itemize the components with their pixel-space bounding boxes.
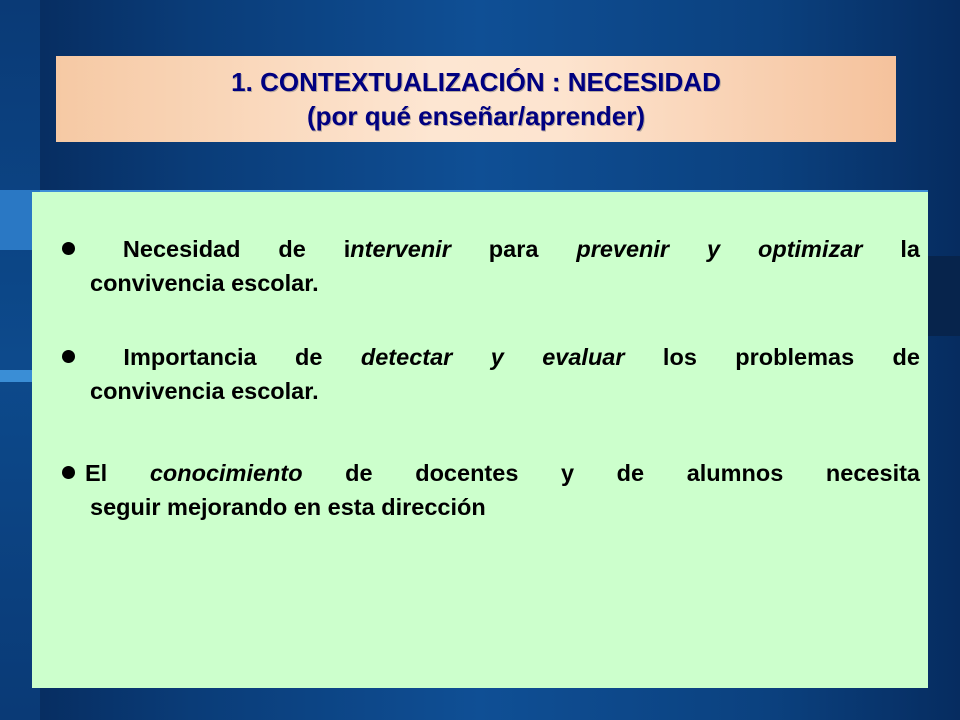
bullet-2-line-1 [62,340,920,374]
bullet-dot-icon [62,466,75,479]
decor-right-block [928,256,960,336]
bullet-1-text-a: Necesidad de i [122,236,351,262]
title-line-2: (por qué enseñar/aprender) [306,101,646,131]
bullet-2-text-a: Importancia de [123,344,361,370]
bullet-3-text-a: El [85,460,150,486]
bullet-2-text-italic: detectar y evaluar [360,344,625,370]
bullet-1-line-2: convivencia escolar. [90,270,319,296]
bullet-item-2 [62,340,920,408]
bullet-3-line-1 [62,456,920,490]
bullet-1-text-italic-2: prevenir y optimizar [576,236,863,262]
bullet-3-text-italic: conocimiento [149,460,303,486]
content-box [32,192,928,688]
bullet-dot-icon [62,350,75,363]
bullet-1-text-c: para [450,236,577,262]
bullet-1-text-e: la [862,236,920,262]
bullet-2-text-c: los problemas de [624,344,920,370]
title-box [56,56,896,142]
bullet-1-line-1 [62,232,920,266]
title-line-1: 1. CONTEXTUALIZACIÓN : NECESIDAD [231,67,721,97]
bullet-1-text-italic-1: ntervenir [350,236,451,262]
bullet-3-text-c: de docentes y de alumnos necesita [302,460,920,486]
bullet-item-3 [62,456,920,524]
bullet-dot-icon [62,242,75,255]
bullet-2-line-2: convivencia escolar. [90,378,319,404]
bullet-3-line-2: seguir mejorando en esta dirección [90,494,486,520]
bullet-item-1 [62,232,920,300]
